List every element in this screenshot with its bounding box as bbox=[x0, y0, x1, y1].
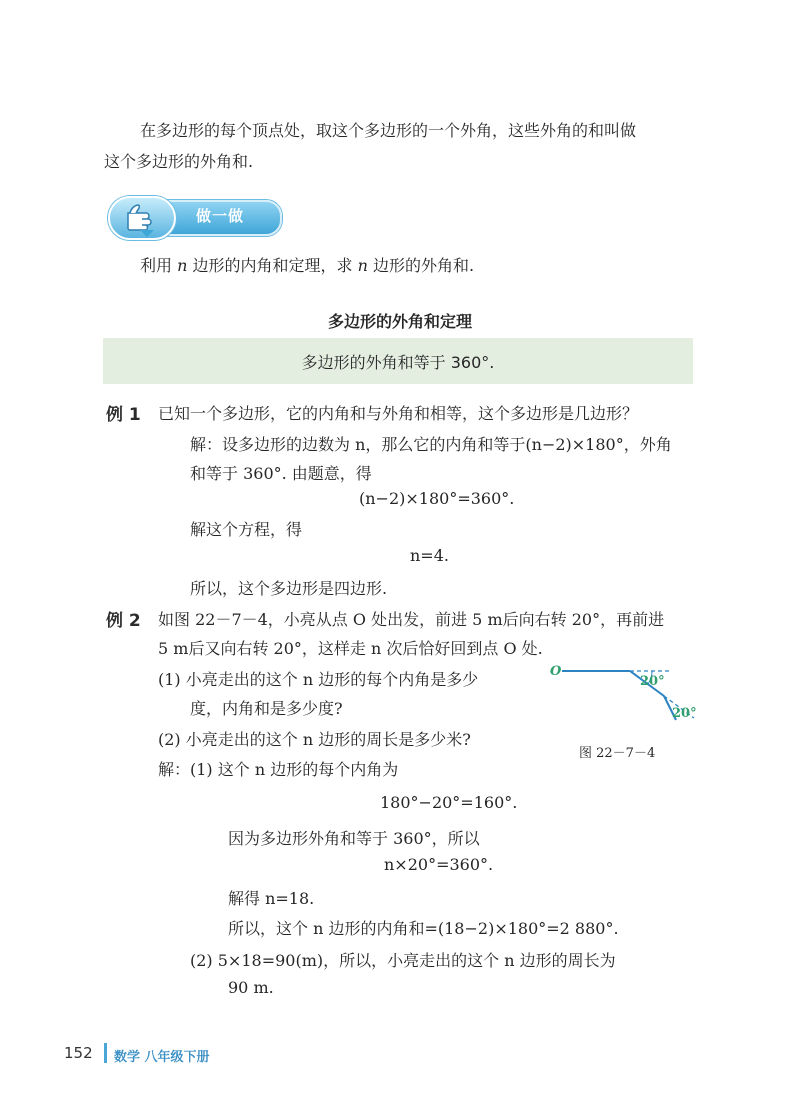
example-2-solution-line-6: 90 m. bbox=[228, 978, 274, 997]
angle-label-1: 20° bbox=[640, 674, 665, 689]
example-2-solution-line-5: (2) 5×18=90(m)，所以，小亮走出的这个 n 边形的周长为 bbox=[190, 951, 616, 970]
figure-path-diagram bbox=[548, 660, 698, 722]
theorem-title: 多边形的外角和定理 bbox=[327, 312, 472, 331]
example-2-solution-line-2: 因为多边形外角和等于 360°，所以 bbox=[228, 829, 480, 848]
task-post: 边形的外角和. bbox=[367, 256, 475, 275]
activity-badge bbox=[104, 196, 280, 238]
book-title: 数学 八年级下册 bbox=[114, 1050, 210, 1065]
task-var-n: n bbox=[177, 256, 188, 275]
theorem-statement: 多边形的外角和等于 360°. bbox=[301, 353, 495, 372]
badge-pointer bbox=[140, 230, 154, 237]
example-2-solution-line-1: 解：(1) 这个 n 边形的每个内角为 bbox=[158, 760, 399, 779]
example-2-line-1: 如图 22－7－4，小亮从点 O 处出发，前进 5 m后向右转 20°，再前进 bbox=[158, 610, 665, 629]
example-2-equation-1: 180°−20°=160°. bbox=[380, 793, 518, 812]
intro-line-2: 这个多边形的外角和. bbox=[104, 152, 254, 171]
activity-task bbox=[140, 253, 474, 276]
example-2-question-2: (2) 小亮走出的这个 n 边形的周长是多少米? bbox=[158, 730, 471, 749]
page-number: 152 bbox=[64, 1044, 93, 1062]
example-1-solution-line-1: 解：设多边形的边数为 n，那么它的内角和等于(n−2)×180°，外角 bbox=[190, 435, 672, 454]
example-2-solution-line-3: 解得 n=18. bbox=[228, 889, 315, 908]
example-1-question: 已知一个多边形，它的内角和与外角和相等，这个多边形是几边形？ bbox=[158, 404, 639, 423]
task-mid: 边形的内角和定理，求 bbox=[187, 256, 358, 275]
hand-icon bbox=[124, 203, 158, 231]
example-2-line-2: 5 m后又向右转 20°，这样走 n 次后恰好回到点 O 处. bbox=[158, 639, 543, 658]
footer-divider bbox=[104, 1043, 107, 1063]
example-2-label: 例 2 bbox=[106, 611, 141, 631]
angle-label-2: 20° bbox=[672, 706, 697, 721]
badge-label: 做一做 bbox=[196, 207, 245, 225]
intro-line-1: 在多边形的每个顶点处，取这个多边形的一个外角，这些外角的和叫做 bbox=[140, 121, 637, 140]
example-2-question-1-line-1: (1) 小亮走出的这个 n 边形的每个内角是多少 bbox=[158, 670, 479, 689]
example-1-solution-line-2: 和等于 360°. 由题意，得 bbox=[190, 464, 372, 483]
example-2-question-1-line-2: 度，内角和是多少度? bbox=[190, 699, 343, 718]
task-var-n: n bbox=[357, 256, 368, 275]
point-o-label: O bbox=[550, 664, 562, 679]
figure-caption: 图 22－7－4 bbox=[579, 746, 656, 761]
example-1-equation-2: n=4. bbox=[410, 546, 449, 565]
task-pre: 利用 bbox=[140, 256, 178, 275]
example-2-equation-2: n×20°=360°. bbox=[384, 855, 494, 874]
example-1-label: 例 1 bbox=[106, 405, 141, 425]
example-1-conclusion: 所以，这个多边形是四边形. bbox=[190, 579, 388, 598]
example-1-equation-1: (n−2)×180°=360°. bbox=[359, 489, 515, 508]
theorem-box bbox=[103, 338, 693, 384]
example-2-solution-line-4: 所以，这个 n 边形的内角和=(18−2)×180°=2 880°. bbox=[228, 919, 619, 938]
example-1-solution-line-3: 解这个方程，得 bbox=[190, 520, 303, 539]
